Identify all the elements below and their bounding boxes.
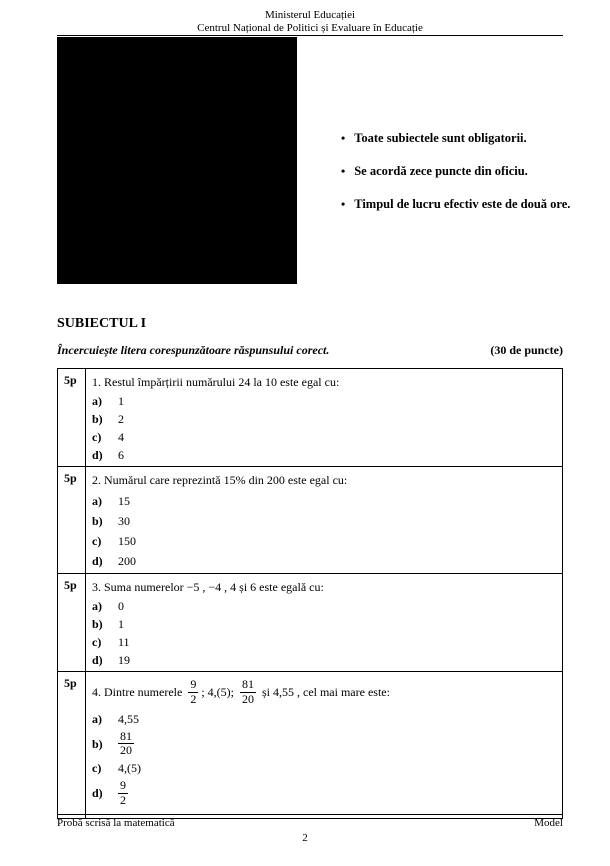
header-center: Centrul Național de Politici și Evaluare în Educație bbox=[197, 21, 423, 34]
question-cell bbox=[86, 672, 562, 818]
option-line-c bbox=[92, 633, 558, 651]
points-cell: 5p bbox=[58, 574, 86, 671]
points-cell: 5p bbox=[58, 467, 86, 573]
option-letter: a) bbox=[92, 599, 102, 613]
option-line-c bbox=[92, 428, 558, 446]
question-cell bbox=[86, 369, 562, 466]
fraction-denominator: 20 bbox=[120, 743, 132, 758]
question-cell bbox=[86, 467, 562, 573]
bullet-icon: • bbox=[341, 164, 346, 178]
footer-divider bbox=[57, 814, 563, 815]
question-text-segment: și 4,55 , cel mai mare este: bbox=[258, 685, 390, 699]
option-value: 30 bbox=[118, 514, 130, 528]
notice-item bbox=[341, 197, 573, 211]
fraction-numerator: 81 bbox=[120, 729, 132, 743]
question-row-2 bbox=[58, 467, 562, 574]
option-value: 4,55 bbox=[118, 712, 139, 726]
fraction-denominator: 20 bbox=[241, 691, 254, 706]
redacted-block bbox=[57, 37, 297, 284]
option-letter: b) bbox=[92, 736, 103, 751]
question-row-4 bbox=[58, 672, 562, 818]
fraction-denominator: 2 bbox=[120, 792, 126, 807]
question-row-1 bbox=[58, 369, 562, 467]
option-value: 11 bbox=[118, 635, 130, 649]
option-letter: c) bbox=[92, 761, 102, 776]
option-value: 200 bbox=[118, 554, 136, 568]
points-total: (30 de puncte) bbox=[490, 343, 563, 357]
option-letter: c) bbox=[92, 635, 102, 649]
option-line-c bbox=[92, 759, 558, 777]
option-line-a bbox=[92, 392, 558, 410]
page-footer bbox=[57, 817, 563, 829]
option-value: 4,(5) bbox=[118, 761, 141, 776]
option-line-b bbox=[92, 615, 558, 633]
option-value: 15 bbox=[118, 494, 130, 508]
option-line-d bbox=[92, 651, 558, 669]
footer-exam-name: Probă scrisă la matematică bbox=[57, 817, 175, 829]
option-letter: c) bbox=[92, 534, 102, 548]
page-header bbox=[57, 9, 563, 34]
bullet-icon: • bbox=[341, 131, 346, 145]
fraction bbox=[188, 678, 198, 705]
question-text-segment: 4. Dintre numerele bbox=[92, 685, 186, 699]
instruction-text: Încercuiește litera corespunzătoare răspunsului corect. bbox=[57, 343, 330, 357]
notice-item bbox=[341, 164, 573, 178]
option-line-b bbox=[92, 730, 558, 757]
question-text: 1. Restul împărțirii numărului 24 la 10 este egal cu: bbox=[92, 375, 340, 389]
option-value: 1 bbox=[118, 394, 124, 408]
notice-item bbox=[341, 131, 573, 145]
question-table bbox=[57, 368, 563, 819]
header-ministry: Ministerul Educației bbox=[264, 9, 356, 21]
question-text: 3. Suma numerelor −5 , −4 , 4 și 6 este egală cu: bbox=[92, 580, 324, 594]
option-letter: d) bbox=[92, 653, 103, 667]
option-value: 150 bbox=[118, 534, 136, 548]
page-number: 2 bbox=[302, 832, 308, 844]
option-line-a bbox=[92, 710, 558, 728]
option-line-b bbox=[92, 511, 558, 531]
option-line-c bbox=[92, 531, 558, 551]
option-line-d bbox=[92, 551, 558, 571]
option-letter: b) bbox=[92, 514, 103, 528]
header-divider bbox=[57, 35, 563, 36]
points-cell: 5p bbox=[58, 672, 86, 818]
option-line-b bbox=[92, 410, 558, 428]
notice-text: Timpul de lucru efectiv este de două ore. bbox=[354, 197, 571, 211]
question-text: 2. Numărul care reprezintă 15% din 200 este egal cu: bbox=[92, 473, 348, 487]
subject-title: SUBIECTUL I bbox=[57, 316, 147, 331]
notice-text: Toate subiectele sunt obligatorii. bbox=[354, 131, 527, 145]
question-text bbox=[92, 676, 558, 708]
question-cell bbox=[86, 574, 562, 671]
option-letter: d) bbox=[92, 554, 103, 568]
question-text-segment: ; 4,(5); bbox=[201, 685, 237, 699]
option-letter: a) bbox=[92, 394, 102, 408]
option-value: 0 bbox=[118, 599, 124, 613]
points-cell: 5p bbox=[58, 369, 86, 466]
fraction bbox=[240, 678, 256, 705]
option-line-a bbox=[92, 491, 558, 511]
question-row-3 bbox=[58, 574, 562, 672]
option-letter: a) bbox=[92, 712, 102, 726]
option-value: 4 bbox=[118, 430, 124, 444]
option-letter: c) bbox=[92, 430, 102, 444]
fraction-numerator: 81 bbox=[241, 677, 254, 692]
option-line-a bbox=[92, 597, 558, 615]
option-letter: a) bbox=[92, 494, 102, 508]
bullet-icon: • bbox=[341, 197, 346, 211]
option-value: 2 bbox=[118, 412, 124, 426]
option-letter: b) bbox=[92, 412, 103, 426]
option-letter: d) bbox=[92, 448, 103, 462]
fraction bbox=[118, 730, 134, 757]
exam-notices bbox=[341, 131, 573, 230]
notice-text: Se acordă zece puncte din oficiu. bbox=[354, 164, 528, 178]
option-line-d bbox=[92, 446, 558, 464]
option-letter: d) bbox=[92, 786, 103, 801]
option-value: 19 bbox=[118, 653, 130, 667]
option-value: 6 bbox=[118, 448, 124, 462]
fraction-numerator: 9 bbox=[190, 677, 197, 692]
fraction-denominator: 2 bbox=[190, 691, 197, 706]
footer-model-label: Model bbox=[534, 817, 563, 829]
fraction-numerator: 9 bbox=[120, 778, 126, 793]
fraction bbox=[118, 779, 128, 806]
instruction-row bbox=[57, 343, 563, 358]
option-line-d bbox=[92, 779, 558, 806]
option-letter: b) bbox=[92, 617, 103, 631]
option-value: 1 bbox=[118, 617, 124, 631]
